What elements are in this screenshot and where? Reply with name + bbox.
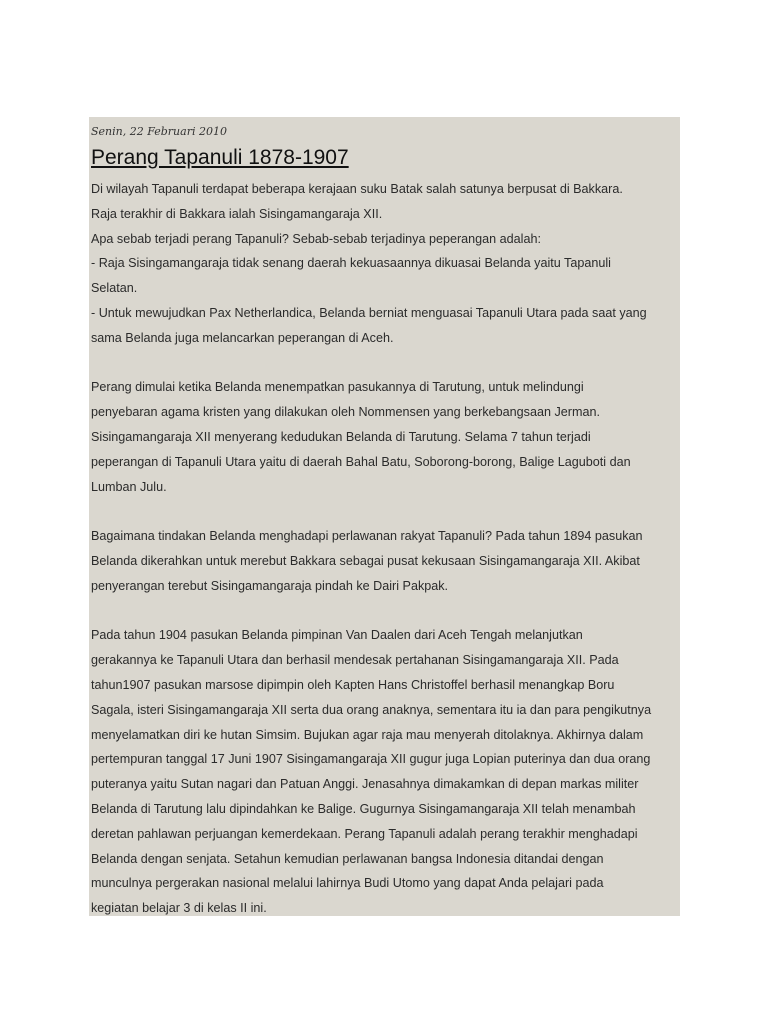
paragraph bbox=[91, 524, 680, 598]
text-line: gerakannya ke Tapanuli Utara dan berhasil mendesak pertahanan Sisingamangaraja XII. Pada bbox=[91, 653, 619, 668]
text-line: sama Belanda juga melancarkan peperangan di Aceh. bbox=[91, 330, 394, 345]
text-line: penyebaran agama kristen yang dilakukan oleh Nommensen yang berkebangsaan Jerman. bbox=[91, 405, 600, 420]
text-line: Selatan. bbox=[91, 281, 138, 296]
text-line: Sagala, isteri Sisingamangaraja XII serta dua orang anaknya, sementara itu ia dan para pengikutnya bbox=[91, 702, 652, 717]
paragraph bbox=[91, 375, 680, 499]
text-line: pertempuran tanggal 17 Juni 1907 Sisingamangaraja XII gugur juga Lopian puterinya dan dua orang bbox=[91, 752, 651, 767]
paragraph-gap bbox=[91, 599, 680, 624]
text-line: puteranya yaitu Sutan nagari dan Patuan Anggi. Jenasahnya dimakamkan di depan markas militer bbox=[91, 777, 639, 792]
text-line: Lumban Julu. bbox=[91, 479, 167, 494]
text-line: Pada tahun 1904 pasukan Belanda pimpinan Van Daalen dari Aceh Tengah melanjutkan bbox=[91, 628, 583, 643]
text-line: Di wilayah Tapanuli terdapat beberapa kerajaan suku Batak salah satunya berpusat di Bakkara. bbox=[91, 182, 623, 196]
text-line: tahun1907 pasukan marsose dipimpin oleh Kapten Hans Christoffel berhasil menangkap Boru bbox=[91, 677, 615, 692]
text-line: menyelamatkan diri ke hutan Simsim. Bujukan agar raja mau menyerah ditolaknya. Akhirnya dalam bbox=[91, 727, 644, 742]
text-line: kegiatan belajar 3 di kelas II ini. bbox=[91, 901, 267, 916]
paragraph bbox=[91, 623, 680, 921]
paragraph-gap bbox=[91, 499, 680, 524]
post-date: Senin, 22 Februari 2010 bbox=[91, 125, 227, 138]
text-line: Belanda di Tarutung lalu dipindahkan ke Balige. Gugurnya Sisingamangaraja XII telah menambah bbox=[91, 801, 636, 816]
text-line: peperangan di Tapanuli Utara yaitu di daerah Bahal Batu, Soborong-borong, Balige Laguboti dan bbox=[91, 454, 631, 469]
text-line: Sisingamangaraja XII menyerang kedudukan Belanda di Tarutung. Selama 7 tahun terjadi bbox=[91, 429, 591, 444]
paragraph bbox=[91, 177, 680, 351]
text-line: Raja terakhir di Bakkara ialah Sisingamangaraja XII. bbox=[91, 206, 383, 221]
text-line: - Raja Sisingamangaraja tidak senang daerah kekuasaannya dikuasai Belanda yaitu Tapanuli bbox=[91, 256, 611, 271]
text-line: Perang dimulai ketika Belanda menempatkan pasukannya di Tarutung, untuk melindungi bbox=[91, 380, 584, 395]
text-line: penyerangan terebut Sisingamangaraja pindah ke Dairi Pakpak. bbox=[91, 578, 449, 593]
text-line: Belanda dikerahkan untuk merebut Bakkara sebagai pusat kekusaan Sisingamangaraja XII. Akibat bbox=[91, 553, 640, 568]
post-title: Perang Tapanuli 1878-1907 bbox=[91, 146, 349, 169]
text-line: Bagaimana tindakan Belanda menghadapi perlawanan rakyat Tapanuli? Pada tahun 1894 pasukan bbox=[91, 529, 643, 544]
text-line: - Untuk mewujudkan Pax Netherlandica, Belanda berniat menguasai Tapanuli Utara pada saat yang bbox=[91, 305, 647, 320]
paragraph-gap bbox=[91, 351, 680, 376]
text-line: deretan pahlawan perjuangan kemerdekaan. Perang Tapanuli adalah perang terakhir menghadapi bbox=[91, 826, 638, 841]
text-line: munculnya pergerakan nasional melalui lahirnya Budi Utomo yang dapat Anda pelajari pada bbox=[91, 876, 604, 891]
blog-post bbox=[89, 117, 680, 916]
text-line: Apa sebab terjadi perang Tapanuli? Sebab-sebab terjadinya peperangan adalah: bbox=[91, 231, 541, 246]
post-body bbox=[91, 177, 680, 921]
text-line: Belanda dengan senjata. Setahun kemudian perlawanan bangsa Indonesia ditandai dengan bbox=[91, 851, 604, 866]
